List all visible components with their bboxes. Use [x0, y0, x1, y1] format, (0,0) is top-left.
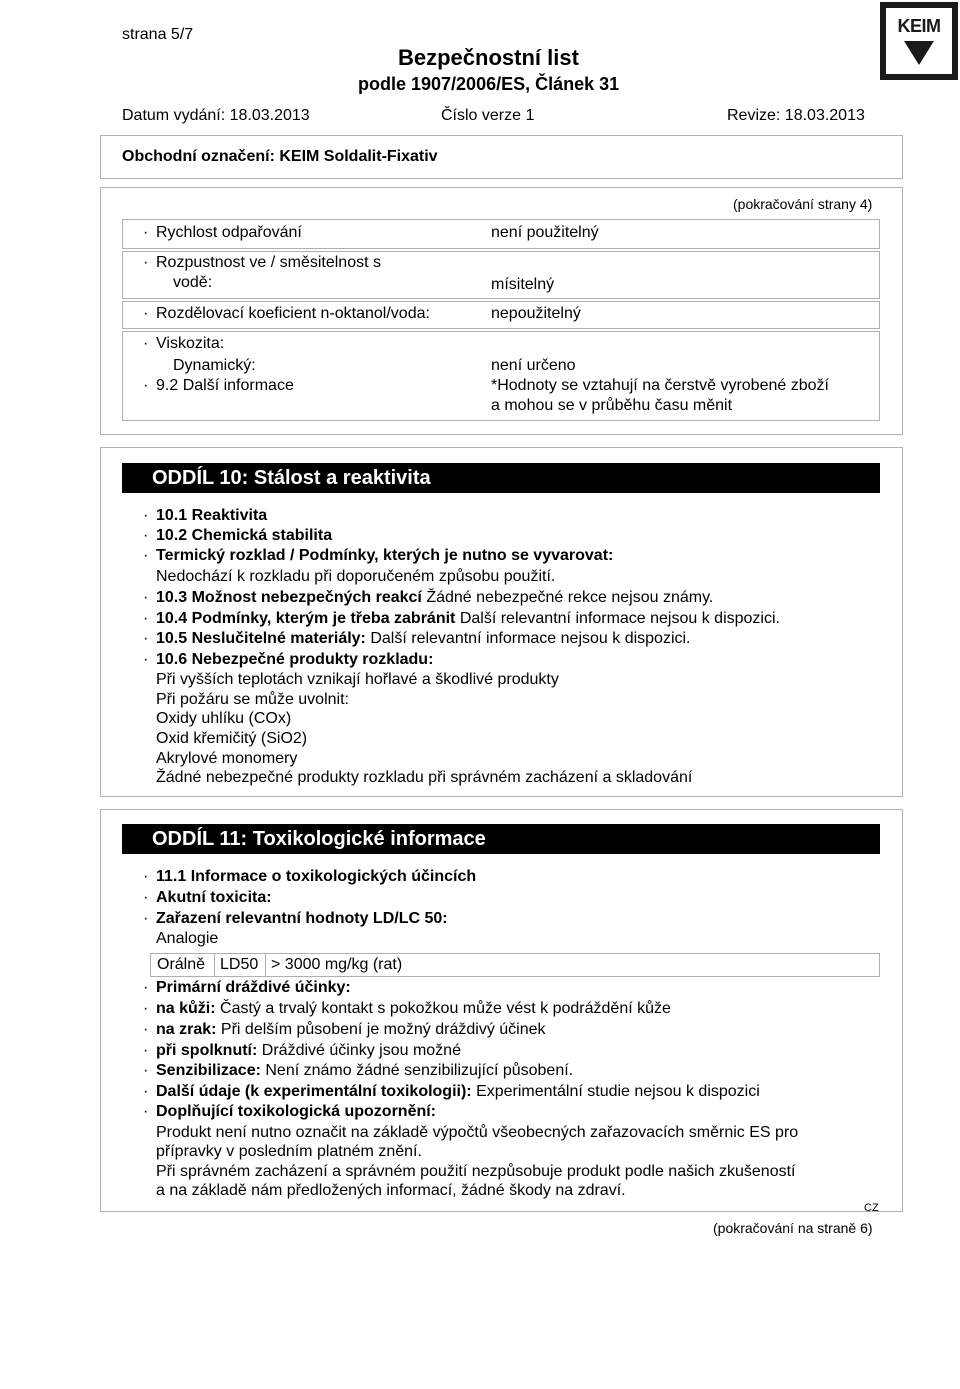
- bullet: ·: [143, 1062, 149, 1079]
- hazardous-reactions-label: 10.3 Možnost nebezpečných reakcí: [156, 589, 422, 606]
- notes-line-2: přípravky v posledním platném znění.: [156, 1143, 422, 1160]
- value-cell: > 3000 mg/kg (rat): [271, 956, 403, 973]
- bullet: ·: [143, 1083, 149, 1100]
- eye-effect: [156, 1021, 546, 1039]
- conditions-label: 10.4 Podmínky, kterým je třeba zabránit: [156, 610, 456, 627]
- skin-effect: [156, 1000, 671, 1018]
- bullet: ·: [143, 610, 149, 627]
- bullet: ·: [143, 547, 149, 564]
- reactivity: 10.1 Reaktivita: [156, 507, 268, 524]
- conditions-text: Další relevantní informace nejsou k dispozici.: [459, 610, 780, 627]
- eye-text: Při delším působení je možný dráždivý účinek: [220, 1021, 546, 1038]
- ingestion-text: Dráždivé účinky jsou možné: [261, 1042, 461, 1059]
- bullet: ·: [143, 1103, 149, 1120]
- partition-label: Rozdělovací koeficient n-oktanol/voda:: [156, 305, 430, 322]
- thermal-decomposition: Termický rozklad / Podmínky, kterých je nutno se vyvarovat:: [156, 547, 614, 564]
- section-11-heading: ODDÍL 11: Toxikologické informace: [122, 824, 880, 854]
- incompatible-label: 10.5 Neslučitelné materiály:: [156, 630, 366, 647]
- solubility-value: mísitelný: [491, 276, 555, 293]
- ingestion-effect: [156, 1042, 461, 1060]
- bullet: ·: [143, 377, 149, 394]
- keim-logo: [880, 2, 958, 80]
- decomposition-line-1: Při vyšších teplotách vznikají hořlavé a škodlivé produkty: [156, 671, 559, 688]
- skin-label: na kůži:: [156, 1000, 216, 1017]
- solubility-label-2: vodě:: [173, 274, 213, 291]
- bullet: ·: [143, 889, 149, 906]
- further-info-value-2: a mohou se v průběhu času měnit: [491, 397, 733, 414]
- hazardous-reactions: [156, 589, 713, 607]
- continued-to: (pokračování na straně 6): [713, 1220, 873, 1236]
- bullet: ·: [143, 651, 149, 668]
- notes-line-1: Produkt není nutno označit na základě výpočtů všeobecných zařazovacích směrnic ES pro: [156, 1124, 799, 1141]
- ld-lc50-classification: Zařazení relevantní hodnoty LD/LC 50:: [156, 910, 448, 927]
- revision-date: Revize: 18.03.2013: [727, 107, 865, 124]
- product-name: Obchodní označení: KEIM Soldalit-Fixativ: [122, 148, 438, 165]
- logo-triangle-icon: [904, 41, 934, 65]
- document-subtitle: podle 1907/2006/ES, Článek 31: [358, 74, 620, 94]
- document-title: Bezpečnostní list: [398, 45, 579, 70]
- conditions-to-avoid: [156, 610, 780, 628]
- decomposition-products: 10.6 Nebezpečné produkty rozkladu:: [156, 651, 434, 668]
- bullet: ·: [143, 1042, 149, 1059]
- sensitization-label: Senzibilizace:: [156, 1062, 261, 1079]
- additional-toxicological-notes: Doplňující toxikologická upozornění:: [156, 1103, 437, 1120]
- primary-irritant-effects: Primární dráždivé účinky:: [156, 979, 351, 996]
- viscosity-label: Viskozita:: [156, 335, 225, 352]
- skin-text: Častý a trvalý kontakt s pokožkou může vést k podráždění kůže: [220, 1000, 671, 1017]
- dynamic-label: Dynamický:: [173, 357, 256, 374]
- experimental-text: Experimentální studie nejsou k dispozici: [476, 1083, 760, 1100]
- bullet: ·: [143, 254, 149, 271]
- continued-from: (pokračování strany 4): [733, 196, 873, 212]
- further-info-value: *Hodnoty se vztahují na čerstvě vyrobené zboží: [491, 377, 829, 394]
- notes-line-4: a na základě nám předložených informací, žádné škody na zdraví.: [156, 1182, 626, 1199]
- bullet: ·: [143, 868, 149, 885]
- further-info-label: 9.2 Další informace: [156, 377, 294, 394]
- acute-toxicity: Akutní toxicita:: [156, 889, 272, 906]
- ingestion-label: při spolknutí:: [156, 1042, 258, 1059]
- decomposition-line-2: Při požáru se může uvolnit:: [156, 691, 349, 708]
- toxicological-effects: 11.1 Informace o toxikologických účincích: [156, 868, 477, 885]
- country-code: CZ: [864, 1202, 879, 1214]
- bullet: ·: [143, 910, 149, 927]
- thermal-decomposition-text: Nedochází k rozkladu při doporučeném způsobu použití.: [156, 568, 556, 585]
- issue-date: Datum vydání: 18.03.2013: [122, 107, 310, 124]
- bullet: ·: [143, 507, 149, 524]
- eye-label: na zrak:: [156, 1021, 217, 1038]
- incompatible-text: Další relevantní informace nejsou k dispozici.: [370, 630, 691, 647]
- evaporation-value: není použitelný: [491, 224, 599, 241]
- hazardous-reactions-text: Žádné nebezpečné rekce nejsou známy.: [426, 589, 714, 606]
- logo-text: KEIM: [897, 16, 941, 36]
- partition-value: nepoužitelný: [491, 305, 581, 322]
- section-10-heading: ODDÍL 10: Stálost a reaktivita: [122, 463, 880, 493]
- experimental-label: Další údaje (k experimentální toxikologii):: [156, 1083, 472, 1100]
- cell-divider: [214, 954, 215, 976]
- route-cell: Orálně: [157, 956, 206, 973]
- experimental-toxicology: [156, 1083, 760, 1101]
- type-cell: LD50: [220, 956, 259, 973]
- page-number: strana 5/7: [122, 26, 194, 43]
- bullet: ·: [143, 1000, 149, 1017]
- version-number: Číslo verze 1: [441, 107, 535, 124]
- product-box: [100, 135, 903, 179]
- bullet: ·: [143, 630, 149, 647]
- bullet: ·: [143, 224, 149, 241]
- decomposition-line-4: Oxid křemičitý (SiO2): [156, 730, 308, 747]
- analogy-text: Analogie: [156, 930, 219, 947]
- decomposition-line-5: Akrylové monomery: [156, 750, 298, 767]
- bullet: ·: [143, 1021, 149, 1038]
- bullet: ·: [143, 335, 149, 352]
- bullet: ·: [143, 527, 149, 544]
- ld50-table: [150, 953, 880, 977]
- sensitization: [156, 1062, 573, 1080]
- sensitization-text: Není známo žádné senzibilizující působení.: [265, 1062, 574, 1079]
- cell-divider: [265, 954, 266, 976]
- dynamic-value: není určeno: [491, 357, 576, 374]
- decomposition-line-6: Žádné nebezpečné produkty rozkladu při správném zacházení a skladování: [156, 769, 693, 786]
- notes-line-3: Při správném zacházení a správném použití nezpůsobuje produkt podle našich zkušeností: [156, 1163, 796, 1180]
- evaporation-label: Rychlost odpařování: [156, 224, 302, 241]
- bullet: ·: [143, 589, 149, 606]
- bullet: ·: [143, 305, 149, 322]
- decomposition-line-3: Oxidy uhlíku (COx): [156, 710, 292, 727]
- bullet: ·: [143, 979, 149, 996]
- solubility-label: Rozpustnost ve / směsitelnost s: [156, 254, 381, 271]
- chemical-stability: 10.2 Chemická stabilita: [156, 527, 333, 544]
- incompatible-materials: [156, 630, 691, 648]
